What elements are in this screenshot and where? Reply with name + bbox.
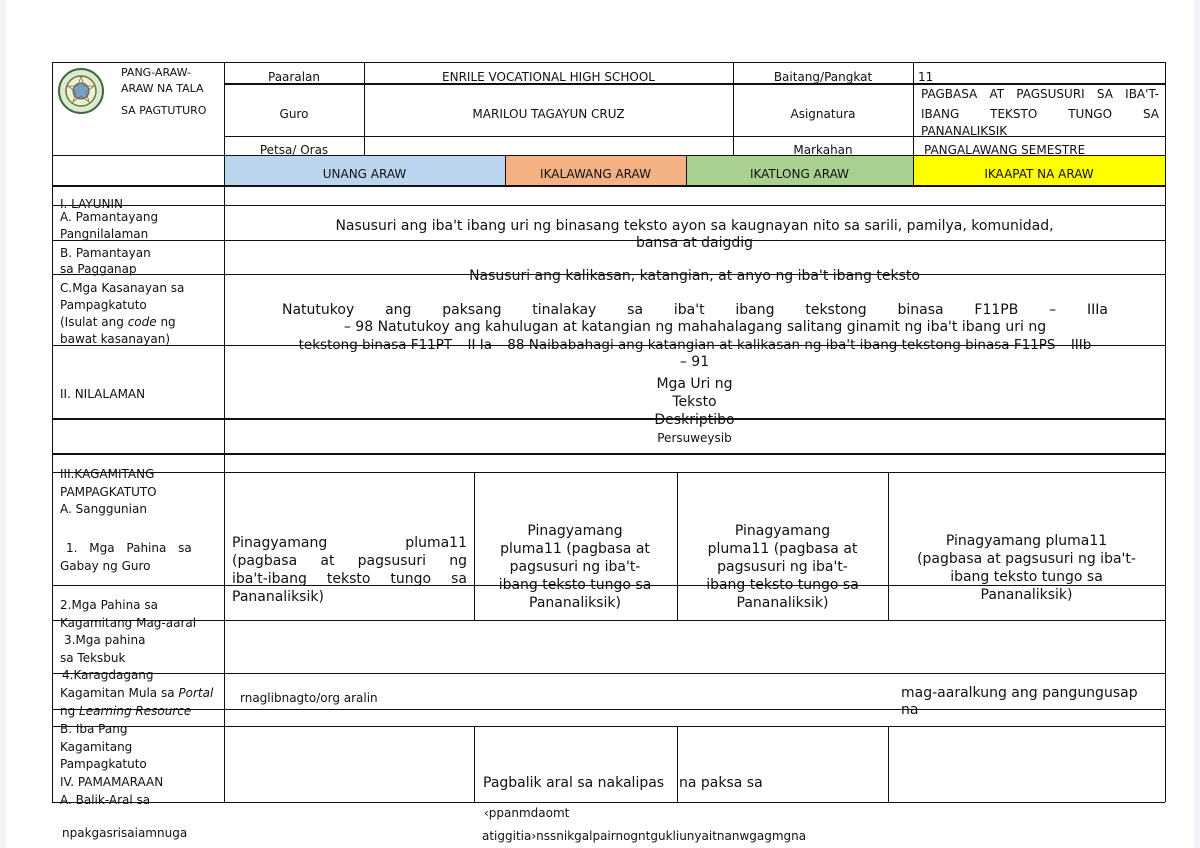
pagganap-text: Nasusuri ang kalikasan, katangian, at anyo ng iba't ibang teksto xyxy=(469,268,920,284)
pamantayang-text-2: bansa at daigdig xyxy=(635,235,754,251)
grid-balik-v3 xyxy=(888,726,889,802)
pagganap-label-2: sa Pagganap xyxy=(60,262,137,276)
balik-aral-col2: Pagbalik aral sa nakalipas xyxy=(483,775,665,791)
karagdagan-label-2a: Kagamitan Mula sa xyxy=(60,686,179,700)
karagdagan-label-2 xyxy=(60,686,213,701)
asignatura-value-line-1: PAGBASA AT PAGSUSURI SA IBA'T- xyxy=(921,87,1159,101)
petsa-label: Petsa/ Oras xyxy=(259,143,329,157)
guro-label: Guro xyxy=(279,107,309,121)
day1-header: UNANG ARAW xyxy=(322,167,407,181)
grid-h-days-bottom xyxy=(52,185,1165,187)
grid-h-nilalaman-bottom xyxy=(52,453,1165,455)
grid-h-karagdagan xyxy=(52,709,1165,710)
seal-icon xyxy=(58,68,104,114)
col3-ref-line-4: ibang teksto tungo sa xyxy=(706,577,859,593)
col4-ref-line-1: Pinagyamang pluma11 xyxy=(945,533,1108,549)
bottom-mid-text-1: ‹ppanmdaomt xyxy=(484,806,570,820)
kasanayan-label-3a: (Isulat ang xyxy=(60,315,128,329)
kasanayan-label-4: bawat kasanayan) xyxy=(60,332,171,346)
col1-ref-line-4: Pananaliksik) xyxy=(232,589,324,605)
karagdagan-label-1: 4.Karagdagang xyxy=(62,668,154,682)
col2-ref-line-4: ibang teksto tungo sa xyxy=(498,577,652,593)
balik-aral-label: A. Balik-Aral sa xyxy=(60,793,151,807)
col3-ref-line-3: pagsusuri ng iba't- xyxy=(717,559,848,575)
kasanayan-text-2: – 98 Natutukoy ang kahulugan at katangian ng mahahalagang salitang ginamit ng iba't ibang uri ng xyxy=(343,319,1047,335)
kasanayan-text-3: tekstong binasa F11PT – II Ia – 88 Naibabahagi ang katangian at kalikasan ng iba't ibang tekstong binasa F11PS – IIIb xyxy=(298,337,1092,353)
grid-left-border xyxy=(52,62,53,802)
col2-ref-line-3: pagsusuri ng iba't- xyxy=(509,559,641,575)
karagdagan-label-3b: Learning Resource xyxy=(79,704,192,718)
kasanayan-label-3c: ng xyxy=(156,315,176,329)
grid-day-v3 xyxy=(913,155,914,185)
grid-h-header-bottom xyxy=(52,155,1165,156)
gabay-label-1: 1. Mga Pahina sa xyxy=(66,541,192,555)
kasanayan-label-3 xyxy=(60,315,176,330)
bottom-left-text: npakgasrisaiamnuga xyxy=(62,826,188,840)
teksbuk-label-2: sa Teksbuk xyxy=(60,651,126,665)
grid-h-a xyxy=(52,240,1165,241)
grid-h-magaaral xyxy=(52,620,1165,621)
pamantayang-label-2: Pangnilalaman xyxy=(60,227,149,241)
karagdagan-label-2b: Portal xyxy=(178,686,214,700)
grid-ref-v2 xyxy=(677,472,678,620)
grid-h-kagamitan xyxy=(52,472,1165,473)
kagamitan-label-2: PAMPAGKATUTO xyxy=(60,485,157,499)
col2-ref-line-2: pluma11 (pagbasa at xyxy=(500,541,650,557)
karagdagan-text: rnaglibnagto/org aralin xyxy=(240,691,378,705)
asignatura-label: Asignatura xyxy=(790,107,856,121)
iba-label-2: Kagamitang xyxy=(60,740,133,754)
grid-header-v1 xyxy=(364,62,365,155)
school-seal-logo xyxy=(58,68,104,114)
pamamaraan-label: IV. PAMAMARAAN xyxy=(60,775,164,789)
kagamitan-label-3: A. Sanggunian xyxy=(60,502,147,516)
col1-ref-line-1: Pinagyamang pluma11 xyxy=(232,535,467,551)
baitang-label: Baitang/Pangkat xyxy=(773,70,873,84)
magaaral-label-1: 2.Mga Pahina sa xyxy=(60,598,158,612)
grid-h-guro-bottom xyxy=(224,136,1165,137)
form-title-line-3: SA PAGTUTURO xyxy=(121,104,207,117)
kasanayan-label-3b: code xyxy=(127,315,157,329)
paaralan-value: ENRILE VOCATIONAL HIGH SCHOOL xyxy=(442,70,655,84)
col3-ref-line-1: Pinagyamang xyxy=(734,523,831,539)
grid-h-c xyxy=(52,345,1165,346)
pamantayang-label-1: A. Pamantayang xyxy=(60,210,159,224)
karagdagan-right-1: mag-aaralkung ang pangungusap xyxy=(901,685,1138,701)
gabay-label-2: Gabay ng Guro xyxy=(60,559,151,573)
col1-ref-line-3: iba't-ibang teksto tungo sa xyxy=(232,571,467,587)
grid-balik-v1 xyxy=(474,726,475,802)
iba-label-3: Pampagkatuto xyxy=(60,757,147,771)
grid-h-gabay xyxy=(52,585,1165,586)
day2-header: IKALAWANG ARAW xyxy=(540,167,651,181)
pagganap-label-1: B. Pamantayan xyxy=(60,246,151,260)
karagdagan-label-3a: ng xyxy=(60,704,80,718)
grid-h-nilalaman-top xyxy=(52,418,1165,420)
kasanayan-label-2: Pampagkatuto xyxy=(60,298,147,312)
col2-ref-line-1: Pinagyamang xyxy=(527,523,623,539)
markahan-value: PANGALAWANG SEMESTRE xyxy=(924,143,1086,157)
col4-ref-line-4: Pananaliksik) xyxy=(980,587,1073,603)
baitang-value: 11 xyxy=(918,70,934,84)
nilalaman-text-4: Persuweysib xyxy=(657,431,732,445)
kasanayan-text-4: – 91 xyxy=(679,354,710,370)
grid-h-balik xyxy=(52,802,1165,803)
karagdagan-right-2: na xyxy=(901,702,919,718)
grid-h-iba xyxy=(52,726,1165,727)
iba-label-1: B. Iba Pang xyxy=(60,722,128,736)
kasanayan-label-1: C.Mga Kasanayan sa xyxy=(60,281,185,295)
grid-right-border xyxy=(1165,62,1166,802)
grid-header-v2 xyxy=(733,62,734,155)
layunin-label: I. LAYUNIN xyxy=(60,197,124,211)
grid-day-v2 xyxy=(686,155,687,185)
lesson-plan-page xyxy=(6,0,1194,848)
nilalaman-text-3: Deskriptibo xyxy=(654,412,735,428)
grid-h-teksbuk xyxy=(52,673,1165,674)
grid-ref-v3 xyxy=(888,472,889,620)
col3-ref-line-5: Pananaliksik) xyxy=(736,595,829,611)
balik-aral-col3: na paksa sa xyxy=(679,775,763,791)
grid-balik-v2 xyxy=(677,726,678,802)
grid-h-paaralan-bottom xyxy=(224,83,1165,85)
nilalaman-text-1: Mga Uri ng xyxy=(656,376,733,392)
nilalaman-text-2: Teksto xyxy=(672,394,717,410)
karagdagan-label-3 xyxy=(60,704,191,719)
asignatura-value-line-3: PANANALIKSIK xyxy=(921,124,1008,138)
col2-ref-line-5: Pananaliksik) xyxy=(529,595,621,611)
nilalaman-label: II. NILALAMAN xyxy=(60,387,146,401)
day4-header: IKAAPAT NA ARAW xyxy=(984,167,1094,181)
asignatura-value-line-2: IBANG TEKSTO TUNGO SA xyxy=(921,107,1159,121)
grid-day-v1 xyxy=(505,155,506,185)
form-title-line-2: ARAW NA TALA xyxy=(121,82,204,95)
grid-header-v3 xyxy=(913,62,914,155)
grid-top xyxy=(52,62,1165,63)
grid-ref-v1 xyxy=(474,472,475,620)
col3-ref-line-2: pluma11 (pagbasa at xyxy=(707,541,858,557)
kagamitan-label-1: III.KAGAMITANG xyxy=(60,467,155,481)
form-title-line-1: PANG-ARAW- xyxy=(121,66,191,79)
magaaral-label-2: Kagamitang Mag-aaral xyxy=(60,616,197,630)
day3-header: IKATLONG ARAW xyxy=(749,167,850,181)
bottom-mid-text-2: atiggitia›nssnikgalpairnogntgukliunyaitnanwgagmgna xyxy=(482,829,807,843)
col4-ref-line-3: ibang teksto tungo sa xyxy=(950,569,1103,585)
grid-label-col xyxy=(224,62,225,802)
grid-h-b xyxy=(52,274,1165,275)
paaralan-label: Paaralan xyxy=(268,70,320,84)
guro-value: MARILOU TAGAYUN CRUZ xyxy=(472,107,625,121)
grid-h-layunin xyxy=(52,205,1165,206)
teksbuk-label-1: 3.Mga pahina xyxy=(64,633,146,647)
kasanayan-text-1: Natutukoy ang paksang tinalakay sa iba't ibang tekstong binasa F11PB – IIIa xyxy=(282,302,1108,318)
pamantayang-text-1: Nasusuri ang iba't ibang uri ng binasang teksto ayon sa kaugnayan nito sa sarili, pamilya, komunidad, xyxy=(335,218,1054,234)
col4-ref-line-2: (pagbasa at pagsusuri ng iba't- xyxy=(917,551,1136,567)
col1-ref-line-2: (pagbasa at pagsusuri ng xyxy=(232,553,467,569)
markahan-label: Markahan xyxy=(793,143,853,157)
